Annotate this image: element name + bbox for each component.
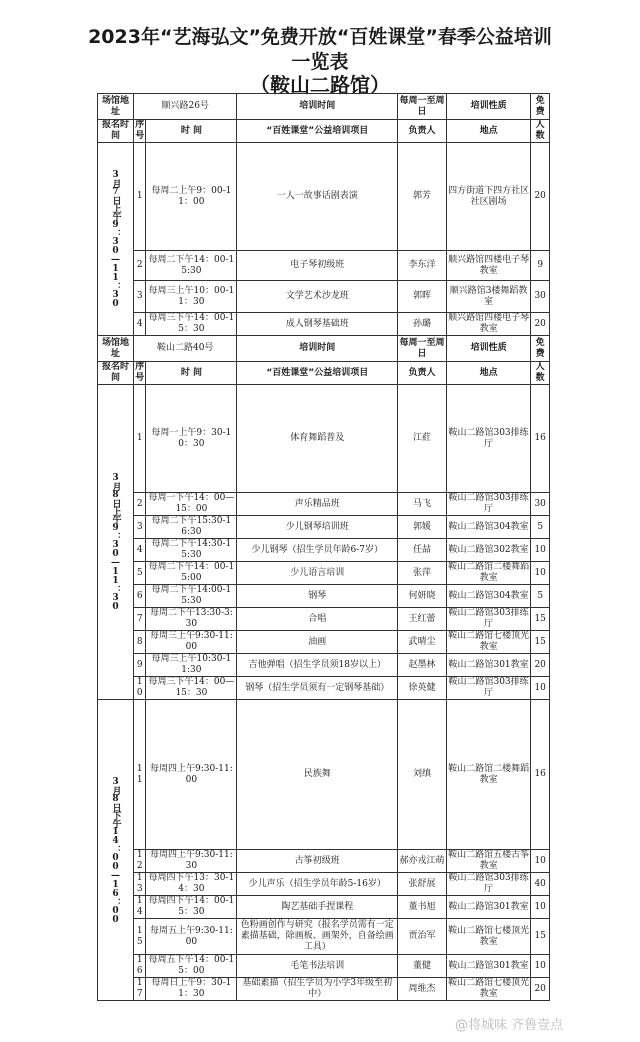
seq-cell: 2 [134,251,146,281]
seq-cell: 16 [134,955,146,978]
table-row [98,677,550,700]
seq-cell: 4 [134,313,146,336]
day-range-label: 每周一至周日 [398,336,447,362]
person-cell: 赵墨林 [398,654,447,677]
person-cell: 郝亦戎江萌 [398,850,447,873]
person-cell: 郭芳 [398,143,447,251]
program-cell: 色粉画创作与研究（报名学员需有一定素描基础，除画板、画架外，自备绘画工具） [237,919,398,955]
location-cell: 顺兴路馆四楼电子琴教室 [446,251,531,281]
reg-date-text: 3月8日上午9：30—11：30 [110,473,121,611]
table-row [98,493,550,516]
venue-address-value: 鞍山二路40号 [134,336,237,362]
seq-cell: 13 [134,873,146,896]
reg-date-text: 3月8日下午14：00—16：00 [110,776,121,924]
page-title-line2: 一览表 [291,51,349,73]
count-cell: 9 [531,251,550,281]
program-header: “百姓课堂”公益培训项目 [237,120,398,143]
seq-cell: 1 [134,385,146,493]
location-header: 地点 [446,120,531,143]
seq-cell: 3 [134,281,146,313]
program-cell: 成人钢琴基础班 [237,313,398,336]
table-row [98,700,550,850]
seq-cell: 1 [134,143,146,251]
person-cell: 贾治军 [398,919,447,955]
seq-cell: 17 [134,978,146,1001]
person-cell: 徐英健 [398,677,447,700]
count-cell: 15 [531,919,550,955]
table-row [98,919,550,955]
person-cell: 董书旭 [398,896,447,919]
program-cell: 一人一故事话剧表演 [237,143,398,251]
count-cell: 5 [531,516,550,539]
location-cell: 鞍山二路馆304教室 [446,585,531,608]
location-cell: 鞍山二路馆303排练厅 [446,385,531,493]
person-cell: 武晴尘 [398,631,447,654]
reg-time-header: 报名时间 [98,120,134,143]
person-cell: 董健 [398,955,447,978]
seq-header: 序号 [135,120,145,141]
count-cell: 30 [531,493,550,516]
person-cell: 江葒 [398,385,447,493]
table-row [98,251,550,281]
count-cell: 20 [531,654,550,677]
person-cell: 张舒展 [398,873,447,896]
reg-date-cell [98,385,134,700]
location-cell: 鞍山二路馆303排练厅 [446,493,531,516]
count-cell: 16 [531,385,550,493]
person-cell: 周维杰 [398,978,447,1001]
person-header: 负责人 [398,362,447,385]
location-cell: 鞍山二路馆301教室 [446,896,531,919]
program-cell: 钢琴 [237,585,398,608]
count-cell: 30 [531,281,550,313]
table-row [98,873,550,896]
location-cell: 鞍山二路馆301教室 [446,654,531,677]
time-cell: 每周二下午14:30-15:30 [146,539,237,562]
column-header-row [98,120,550,143]
seq-cell: 12 [134,850,146,873]
seq-cell: 7 [134,608,146,631]
location-cell: 鞍山二路馆303排练厅 [446,873,531,896]
program-cell: 少儿声乐（招生学员年龄5-16岁） [237,873,398,896]
time-cell: 每周四下午13：30-14：30 [146,873,237,896]
day-range-label: 每周一至周日 [398,94,447,120]
venue-address-label: 场馆地址 [98,94,134,120]
table-row [98,516,550,539]
program-cell: 少儿钢琴（招生学员年龄6-7岁） [237,539,398,562]
program-cell: 钢琴（招生学员须有一定钢琴基础） [237,677,398,700]
person-cell: 王红蕾 [398,608,447,631]
watermark: @将城味 齐鲁壹点 [455,1018,564,1033]
table-row [98,654,550,677]
person-header: 负责人 [398,120,447,143]
program-cell: 声乐精品班 [237,493,398,516]
time-cell: 每周二下午15:30-16:30 [146,516,237,539]
reg-date-text: 3月7日上午9：30—11：30 [110,170,121,308]
table-row [98,608,550,631]
free-label: 免费 [531,94,550,120]
location-cell: 鞍山二路馆二楼舞蹈教室 [448,562,530,583]
time-cell: 每周三上午10：00-11：30 [146,281,237,313]
seq-cell: 3 [134,516,146,539]
table-row [98,978,550,1001]
venue-address-label: 场馆地址 [98,336,134,362]
time-cell: 每周日上午9：30-11：30 [146,978,237,1001]
time-cell: 每周四上午9:30-11:30 [146,850,237,873]
program-cell: 少儿钢琴培训班 [237,516,398,539]
time-cell: 每周一上午9：30-10：30 [146,385,237,493]
table-row [98,850,550,873]
location-header: 地点 [446,362,531,385]
person-cell: 刘缜 [398,700,447,850]
seq-cell: 2 [134,493,146,516]
column-header-row [98,362,550,385]
time-cell: 每周二下午14：00-15:00 [146,562,237,585]
location-cell: 鞍山二路馆七楼顶光教室 [446,919,531,955]
count-cell: 20 [531,313,550,336]
program-cell: 体育舞蹈普及 [237,385,398,493]
time-cell: 每周三下午14：00-15：30 [146,313,237,336]
location-cell: 鞍山二路馆304教室 [446,516,531,539]
time-cell: 每周二下午14：00-15:30 [146,251,237,281]
reg-date-cell [98,700,134,1001]
count-cell: 20 [531,978,550,1001]
training-nature-label: 培训性质 [446,94,531,120]
seq-cell: 5 [134,562,146,585]
time-cell: 每周二上午9：00-11：00 [146,143,237,251]
seq-cell: 15 [134,919,146,955]
person-cell: 李东洋 [398,251,447,281]
page-title-venue: （鞍山二路馆） [250,73,390,97]
person-cell: 张萍 [398,562,447,585]
seq-cell: 14 [134,896,146,919]
location-cell: 鞍山二路馆七楼顶光教室 [448,631,530,652]
person-cell: 任喆 [398,539,447,562]
program-cell: 合唱 [237,608,398,631]
time-cell: 每周五下午14：00-15：00 [146,955,237,978]
location-cell: 顺兴路馆3楼舞蹈教室 [446,281,531,313]
table-row [98,313,550,336]
reg-time-header: 报名时间 [98,362,134,385]
reg-date-cell [98,143,134,336]
program-cell: 民族舞 [237,700,398,850]
time-cell: 每周三下午14：00—15：30 [146,677,237,700]
table-row [98,896,550,919]
seq-header: 序号 [135,362,145,383]
count-cell: 40 [531,873,550,896]
time-header: 时 间 [146,120,237,143]
location-cell: 鞍山二路馆302教室 [446,539,531,562]
program-cell: 电子琴初级班 [237,251,398,281]
count-header: 人数 [531,120,550,143]
table-row [98,385,550,493]
count-header: 人数 [531,362,550,385]
free-label: 免费 [531,336,550,362]
seq-cell: 6 [134,585,146,608]
count-cell: 10 [531,896,550,919]
time-cell: 每周五上午9:30-11:00 [146,919,237,955]
section-header-row [98,94,550,120]
count-cell: 10 [531,955,550,978]
count-cell: 15 [531,631,550,654]
time-cell: 每周四上午9:30-11:00 [146,700,237,850]
table-row [98,562,550,585]
table-row [98,539,550,562]
seq-cell: 4 [134,539,146,562]
count-cell: 10 [531,850,550,873]
count-cell: 16 [531,700,550,850]
location-cell: 鞍山二路馆303排练厅 [446,677,531,700]
seq-cell: 11 [134,700,146,850]
table-row [98,631,550,654]
person-cell: 何妍晓 [398,585,447,608]
location-cell: 鞍山二路馆五楼古筝教室 [448,850,530,871]
section-header-row [98,336,550,362]
seq-cell: 10 [134,677,146,700]
location-cell: 四方街道下四方社区社区剧场 [446,143,531,251]
table-row [98,585,550,608]
location-cell: 鞍山二路馆301教室 [446,955,531,978]
training-time-label: 培训时间 [237,336,398,362]
seq-cell: 9 [134,654,146,677]
time-cell: 每周二下午13:30-3:30 [146,608,237,631]
count-cell: 15 [531,608,550,631]
time-cell: 每周四下午14：00-15：30 [146,896,237,919]
location-cell: 鞍山二路馆二楼舞蹈教室 [446,700,531,850]
program-header: “百姓课堂”公益培训项目 [237,362,398,385]
count-cell: 10 [531,562,550,585]
seq-cell: 8 [134,631,146,654]
person-cell: 马飞 [398,493,447,516]
page-title-line1: 2023年“艺海弘文”免费开放“百姓课堂”春季公益培训 [88,26,552,48]
program-cell: 毛笔书法培训 [237,955,398,978]
count-cell: 10 [531,677,550,700]
table-row [98,143,550,251]
training-time-label: 培训时间 [237,94,398,120]
count-cell: 5 [531,585,550,608]
time-cell: 每周一下午14：00—15：00 [146,493,237,516]
time-header: 时 间 [146,362,237,385]
program-cell: 吉他弹唱（招生学员须18岁以上） [237,654,398,677]
venue-address-value: 顺兴路26号 [134,94,237,120]
person-cell: 郭媛 [398,516,447,539]
count-cell: 20 [531,143,550,251]
person-cell: 孙璐 [398,313,447,336]
schedule-table [97,93,550,1001]
program-cell: 油画 [237,631,398,654]
program-cell: 基础素描（招生学员为小学3年级至初中） [237,978,398,1001]
location-cell: 鞍山二路馆303排练厅 [446,608,531,631]
table-row [98,281,550,313]
count-cell: 10 [531,539,550,562]
person-cell: 郭晖 [398,281,447,313]
time-cell: 每周三上午10:30-11:30 [146,654,237,677]
program-cell: 陶艺基础手捏课程 [237,896,398,919]
table-row [98,955,550,978]
location-cell: 顺兴路馆四楼电子琴教室 [448,313,530,334]
program-cell: 古筝初级班 [237,850,398,873]
time-cell: 每周二下午14:00-15:30 [146,585,237,608]
training-nature-label: 培训性质 [446,336,531,362]
program-cell: 文学艺术沙龙班 [237,281,398,313]
program-cell: 少儿语言培训 [237,562,398,585]
location-cell: 鞍山二路馆七楼顶光教室 [448,978,530,999]
time-cell: 每周三上午9:30-11:00 [146,631,237,654]
